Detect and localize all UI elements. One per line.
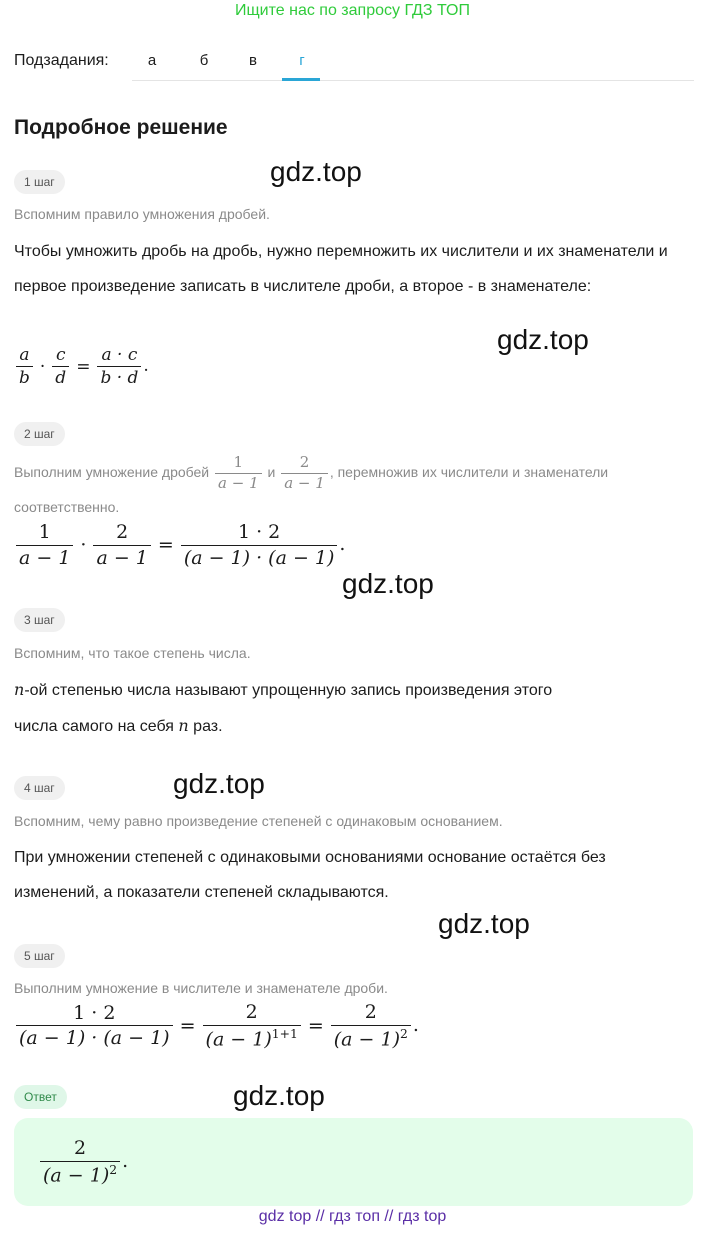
formula-step-2: $\frac{1}{a - 1}$ · $\frac{2}{a - 1}$ = $\frac{1 \cdot 2}{(a - 1) \cdot (a - 1)}$ .	[14, 520, 345, 570]
footer-links: gdz top // гдз топ // гдз top	[258, 1208, 447, 1225]
tab-g[interactable]: г	[299, 52, 305, 69]
step-1-badge: 1 шаг	[14, 170, 65, 194]
active-tab-indicator	[282, 78, 320, 81]
formula-fraction-rule: $\frac{a}{b}$ · $\frac{c}{d}$ = $\frac{a \cdot c}{b \cdot d}$ .	[14, 344, 149, 389]
watermark: gdz.top	[270, 156, 362, 187]
subtask-tabs	[132, 50, 694, 81]
step-3-badge: 3 шаг	[14, 608, 65, 632]
step-5-badge: 5 шаг	[14, 944, 65, 968]
tab-v[interactable]: в	[249, 52, 257, 69]
step-2-badge: 2 шаг	[14, 422, 65, 446]
watermark: gdz.top	[342, 568, 434, 599]
subtasks-label: Подзадания:	[14, 52, 109, 69]
variable-n: n	[178, 716, 189, 735]
step-5-hint: Выполним умножение в числителе и знаменателе дроби.	[14, 980, 388, 996]
formula-step-5: $\frac{1 \cdot 2}{(a - 1) \cdot (a - 1)}$ = $\frac{2}{(a - 1)^{1+1}}$ = $\frac{2}{(a - 1)^2}$ .	[14, 1000, 419, 1052]
watermark: gdz.top	[233, 1080, 325, 1111]
tab-a[interactable]: а	[147, 52, 157, 69]
watermark: gdz.top	[497, 324, 589, 355]
search-banner: Ищите нас по запросу ГДЗ ТОП	[235, 2, 470, 19]
step-1-text: Чтобы умножить дробь на дробь, нужно перемножить их числители и их знаменатели и первое произведение записать в числителе дроби, а второе - в знаменателе:	[14, 243, 668, 295]
tab-b[interactable]: б	[199, 52, 209, 69]
step-4-badge: 4 шаг	[14, 776, 65, 800]
answer-badge: Ответ	[14, 1085, 67, 1109]
step-4-text: При умножении степеней с одинаковыми основаниями основание остаётся без изменений, а показатели степеней складываются.	[14, 849, 606, 901]
watermark: gdz.top	[173, 768, 265, 799]
step-3-text: n-ой степенью числа называют упрощенную запись произведения этого числа самого на себя n раз.	[14, 680, 553, 735]
section-heading: Подробное решение	[14, 116, 228, 139]
step-2-hint: Выполним умножение дробей $\frac{1}{a - 1}$ и $\frac{2}{a - 1}$ , перемножив их числители и знаменатели	[14, 453, 609, 492]
step-1-hint: Вспомним правило умножения дробей.	[14, 206, 270, 222]
step-4-hint: Вспомним, чему равно произведение степеней с одинаковым основанием.	[14, 813, 503, 829]
answer-formula: $\frac{2}{(a - 1)^2}$ .	[38, 1136, 128, 1188]
step-3-hint: Вспомним, что такое степень числа.	[14, 645, 251, 661]
watermark: gdz.top	[438, 908, 530, 939]
variable-n: n	[14, 680, 25, 699]
step-2-hint-line2: соответственно.	[14, 499, 120, 515]
answer-box	[14, 1118, 693, 1206]
